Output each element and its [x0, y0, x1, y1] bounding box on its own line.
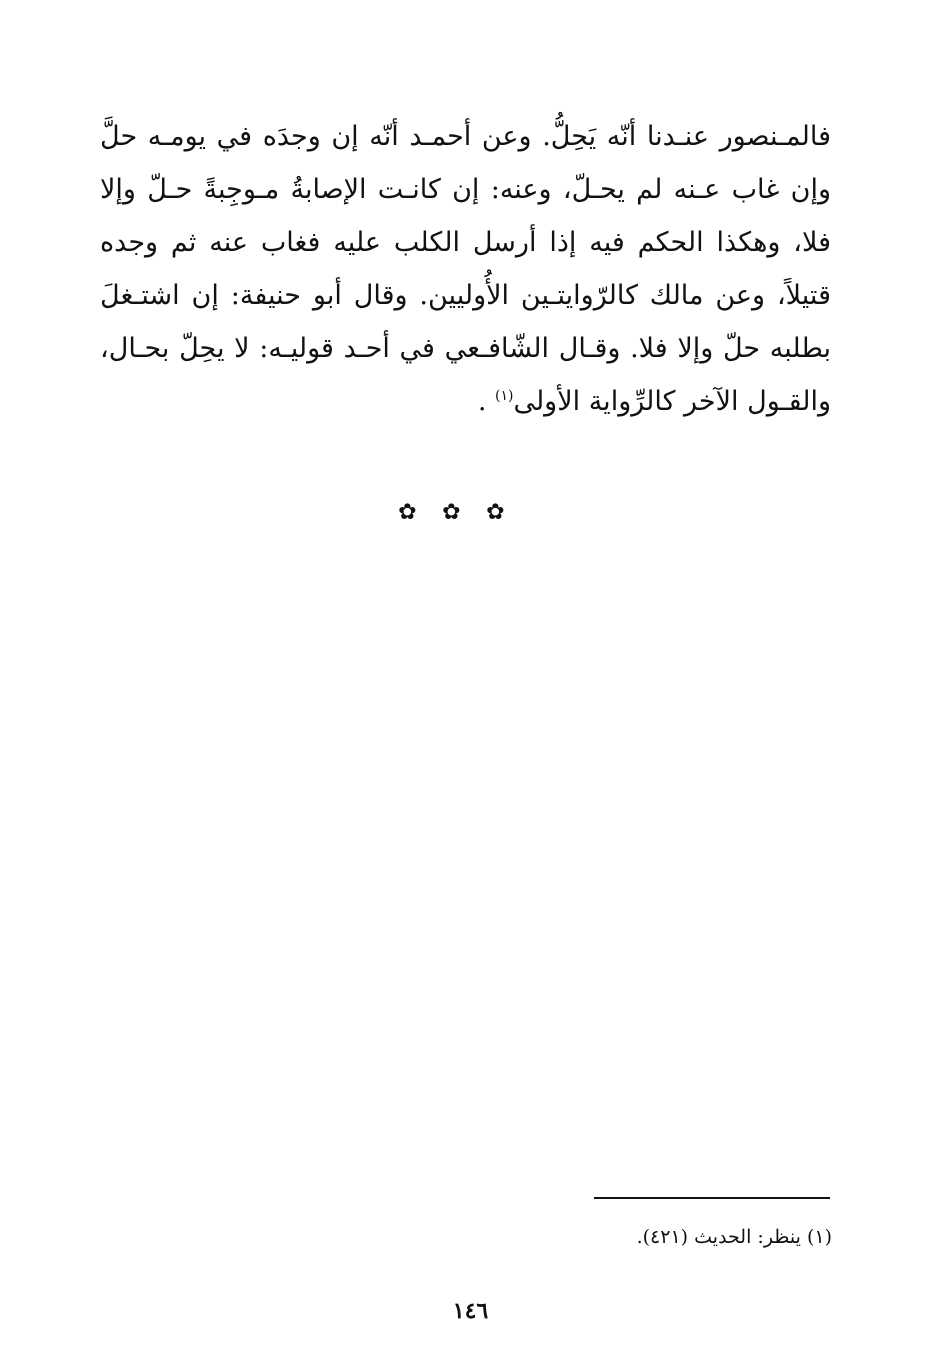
main-paragraph — [100, 110, 831, 428]
footnote-separator — [594, 1197, 830, 1199]
page-number: ١٤٦ — [452, 1298, 489, 1324]
paragraph — [100, 110, 831, 428]
ornament-icon: ✿ — [442, 500, 483, 525]
ornament-icon: ✿ — [486, 500, 527, 525]
footnote: (١) ينظر: الحديث (٤٢١). — [636, 1226, 832, 1248]
paragraph-end-punctuation: . — [477, 386, 495, 417]
ornament-icon: ✿ — [398, 500, 439, 525]
section-divider — [0, 500, 941, 525]
footnote-reference[interactable]: (١) — [494, 388, 514, 404]
paragraph-text: فالمـنصور عنـدنا أنّه يَحِلُّ. وعن أحمـد أنّه إن وجدَه في يومـه حلَّ وإن غاب عـنه لم يحـلّ، وعنه: إن كانـت الإصابةُ مـوجِبةً حـلّ وإلا فلا، وهكذا الحكم فيه إذا أرسل الكلب عليه فغاب عنه ثم وجده قتيلاً، وعن مالك كالرّوايتـين الأُوليين. وقال أبو حنيفة: إن اشتـغلَ بطلبه حلّ وإلا فلا. وقـال الشّافـعي في أحـد قوليـه: لا يحِلّ بحـال، والقـول الآخر كالرِّواية الأولى — [100, 121, 831, 417]
